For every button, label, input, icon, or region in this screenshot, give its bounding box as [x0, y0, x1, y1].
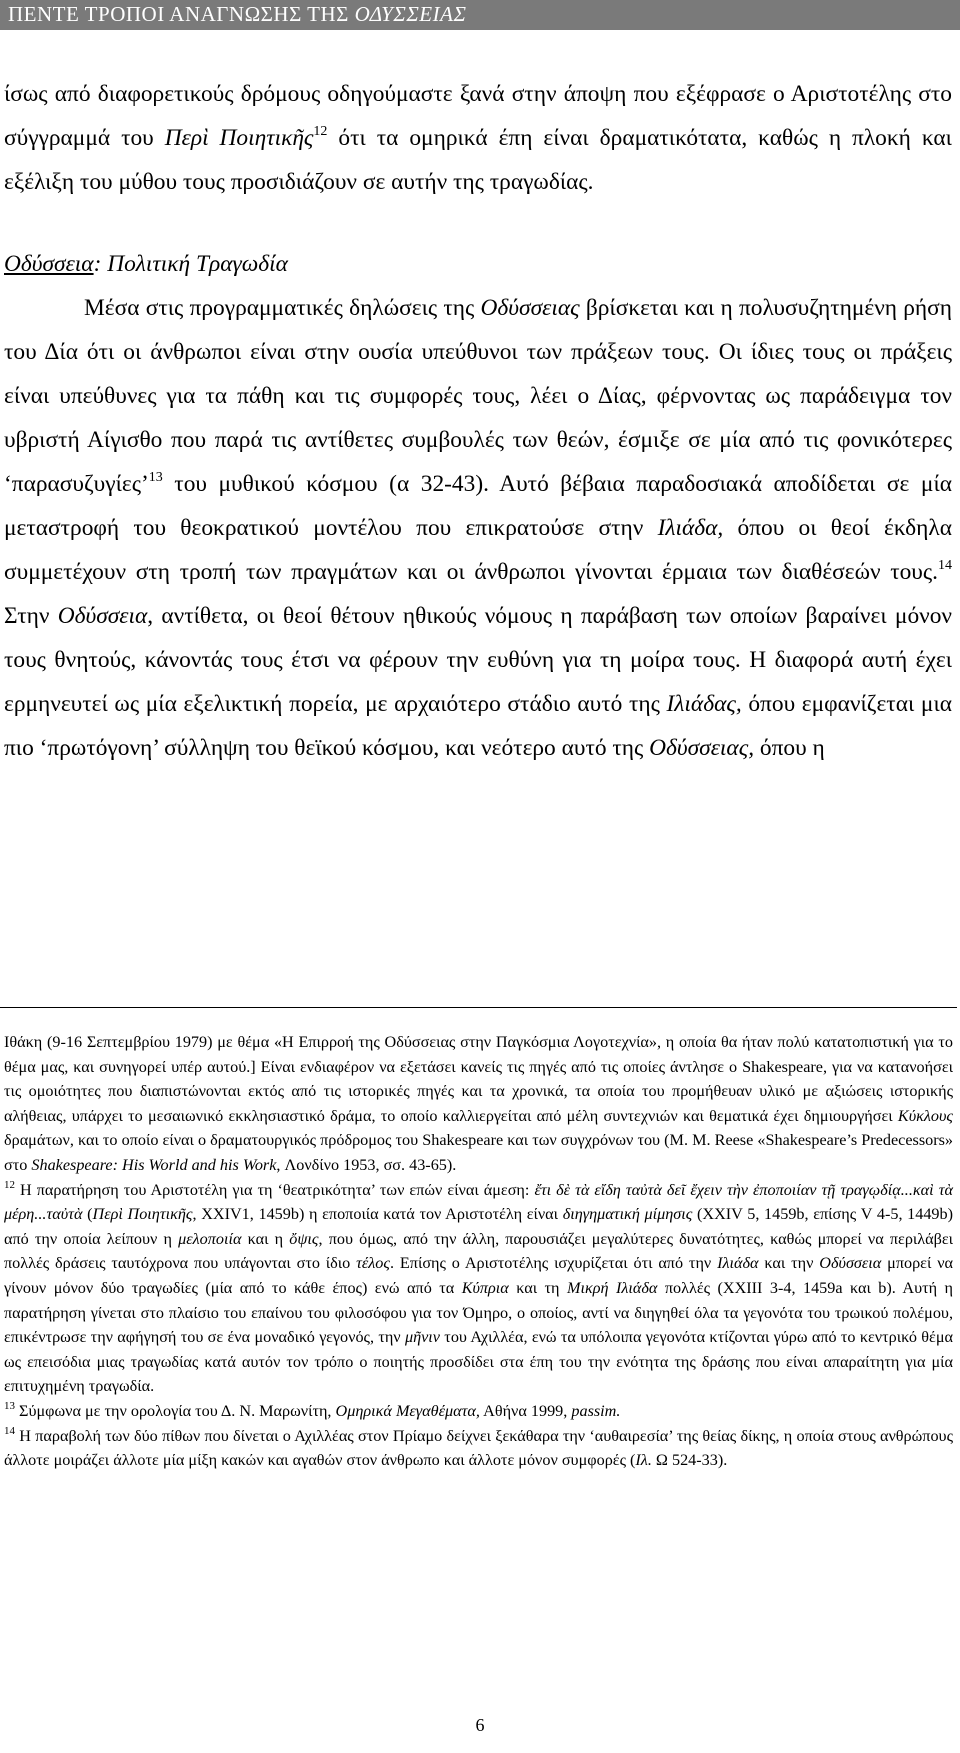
section-heading: Οδύσσεια: Πολιτική Τραγωδία — [4, 251, 288, 277]
footnote-12: $^{12}$ Η παρατήρηση του Αριστοτέλη για τη ‘θεατρικότητα’ των επών είναι άμεση: ἔτι δὲ τὰ εἴδη ταὐτὰ δεῖ ἔχειν τὴν ἐποποιίαν τῇ τραγῳδίᾳ...καὶ τὰ μέρη...ταὐτὰ (Περὶ Ποιητικῆς, XXIV1, 1459b) η εποποιία κατά τον Αριστοτέλη είναι διηγηματική μίμησις (XXIV 5, 1459b, επίσης V 4-5, 1449b) από την οποία λείπουν η μελοποιία και η ὄψις, που όμως, από την άλλη, παρουσιάζει μεγαλύτερες δυνατότητες, καθώς μπορεί να περιλάβει πολλές δράσεις ταυτόχρονα που υπάγονται στο ίδιο τέλος. Επίσης ο Αριστοτέλης ισχυρίζεται ότι από την Ιλιάδα και την Οδύσσεια μπορεί να γίνουν μόνον δύο τραγωδίες (μία από το κάθε έπος) ενώ από τα Κύπρια και τη Μικρή Ιλιάδα πολλές (XXIII 3-4, 1459a και b). Αυτή η παρατήρηση γίνεται στο πλαίσιο του επαίνου του φιλοσόφου για τον Όμηρο, ο οποίος, αντί να διηγηθεί όλα τα γεγονότα του τρωικού πολέμου, επικέντρωσε την αφήγησή του σε ένα μοναδικό γεγονός, την μῆνιν του Αχιλλέα, ενώ τα υπόλοιπα γεγονότα κτίζονται γύρω από το κεντρικό θέμα ως επεισόδια μιας τραγωδίας κατά αυτόν τον τρόπο ο ποιητής προσδίδει στα έπη του την ενότητα της δράσης που είναι απαραίτητη για μία επιτυχημένη τραγωδία. — [4, 1178, 954, 1396]
footnote-ref-12[interactable]: 12 — [313, 124, 328, 139]
footnote-ref-13[interactable]: 13 — [148, 470, 163, 485]
running-header-band — [0, 0, 960, 30]
footnotes — [4, 1030, 953, 1473]
paragraph-2: Μέσα στις προγραμματικές δηλώσεις της Οδύσσειας βρίσκεται και η πολυσυζητημένη ρήση του Δία ότι οι άνθρωποι είναι στην ουσία υπεύθυνοι των πράξεων τους. Οι ίδιες τους οι πράξεις είναι υπεύθυνες για τα πάθη και τις συμφορές τους, λέει ο Δίας, φέρνοντας ως παράδειγμα τον υβριστή Αίγισθο που παρά τις αντίθετες συμβουλές των θεών, έσμιξε σε μία από τις φονικότερες ‘παρασυζυγίες’$^{13}$ του μυθικού κόσμου (α 32-43). Αυτό βέβαια παραδοσιακά αποδίδεται σε μία μεταστροφή του θεοκρατικού μοντέλου που επικρατούσε στην Ιλιάδα, όπου οι θεοί έκδηλα συμμετέχουν στη τροπή των πραγμάτων και οι άνθρωποι γίνονται έρμαια των διαθέσεών τους.$^{14}$ Στην Οδύσσεια, αντίθετα, οι θεοί θέτουν ηθικούς νόμους η παράβαση των οποίων βαραίνει μόνον τους θνητούς, κάνοντάς τους έτσι να φέρουν την ευθύνη για τη μοίρα τους. Η διαφορά αυτή έχει ερμηνευτεί ως μία εξελικτική πορεία, με αρχαιότερο στάδιο αυτό της Ιλιάδας, όπου εμφανίζεται μια πιο ‘πρωτόγονη’ σύλληψη του θεϊκού κόσμου, και νεότερο αυτό της Οδύσσειας, όπου η — [4, 295, 953, 761]
footnote-continuation: Ιθάκη (9-16 Σεπτεμβρίου 1979) με θέμα «Η Επιρροή της Οδύσσειας στην Παγκόσμια Λογοτεχνία», η οποία θα ήταν πολύ κατατοπιστική για το θέμα μας, και συνηγορεί υπέρ αυτού.] Είναι ενδιαφέρον να εξετάσει κανείς τις πηγές από τις οποίες άντλησε ο Shakespeare, για να κατανοήσει τις ομοιότητες που διαπιστώνονται εκτός από τις ιστορικές πηγές και τα χρονικά, τα οποία του προμήθευαν υλικό με αξιώσεις ιστορικής αλήθειας, υπάρχει το μεσαιωνικό εκκλησιαστικό δράμα, το οποίο καλλιεργείται από μέλη συντεχνιών και θεματικά έχει δημιουργήσει Κύκλους δραμάτων, και το οποίο είναι ο δραματουργικός πρόδρομος του Shakespeare και των συγχρόνων του (M. M. Reese «Shakespeare’s Predecessors» στο Shakespeare: His World and his Work, Λονδίνο 1953, σσ. 43-65). — [4, 1033, 953, 1174]
footnote-separator — [0, 1007, 957, 1008]
footnote-14: $^{14}$ Η παραβολή των δύο πίθων που δίνεται ο Αχιλλέας στον Πρίαμο δείχνει ξεκάθαρα την ‘αυθαιρεσία’ της θείας δίκης, η οποία στους ανθρώπους άλλοτε μοιράζει άλλοτε μία μίξη κακών και αγαθών στον άνθρωπο και άλλοτε μόνον συμφορές (Ιλ. Ω 524-33). — [4, 1424, 953, 1470]
footnote-ref-14[interactable]: 14 — [938, 558, 952, 573]
running-header: ΠΕΝΤΕ ΤΡΟΠΟΙ ΑΝΑΓΝΩΣΗΣ ΤΗΣ ΟΔΥΣΣΕΙΑΣ — [8, 2, 467, 26]
footnote-13: $^{13}$ Σύμφωνα με την ορολογία του Δ. Ν. Μαρωνίτη, Ομηρικά Μεγαθέματα, Αθήνα 1999, passim. — [4, 1399, 621, 1420]
paragraph-1: ίσως από διαφορετικούς δρόμους οδηγούμαστε ξανά στην άποψη που εξέφρασε ο Αριστοτέλης στο σύγγραμμά του Περὶ Ποιητικῆς$^{12}$ ότι τα ομηρικά έπη είναι δραματικότατα, καθώς η πλοκή και εξέλιξη του μύθου τους προσιδιάζουν σε αυτήν της τραγωδίας. — [4, 81, 952, 195]
main-text — [4, 72, 952, 770]
page-number: 6 — [475, 1715, 485, 1735]
